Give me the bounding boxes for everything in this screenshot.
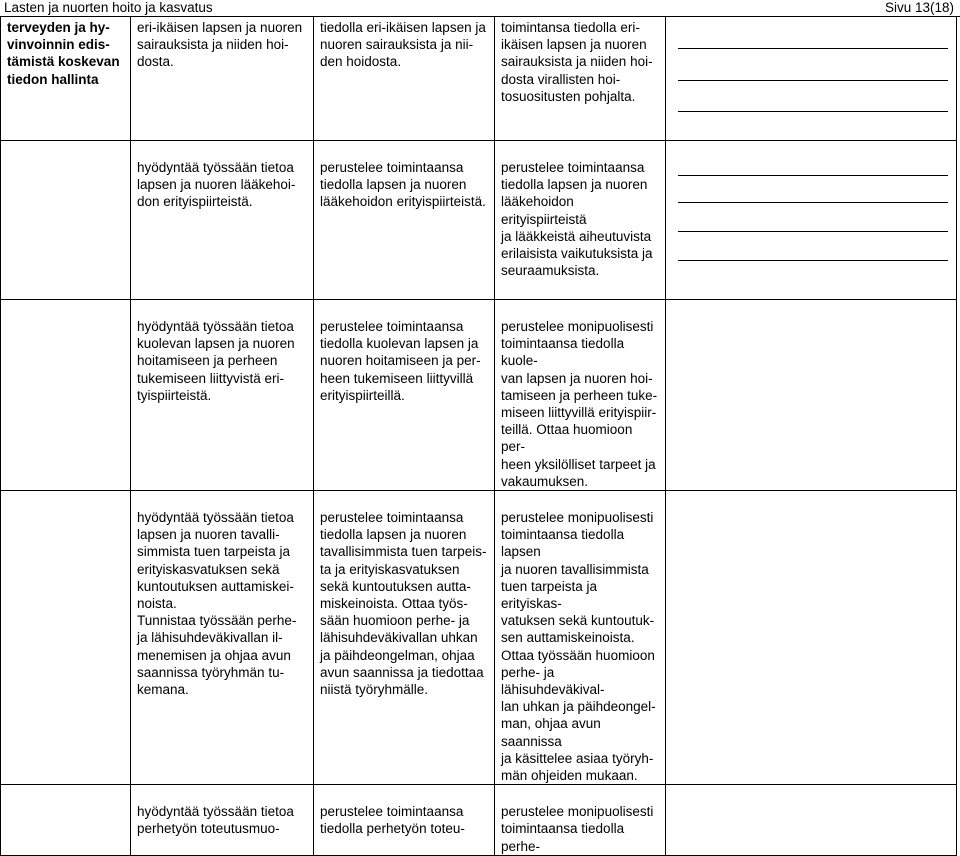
writing-line <box>678 48 948 49</box>
document-title: Lasten ja nuorten hoito ja kasvatus <box>4 0 213 15</box>
row-topic-cell <box>1 785 131 856</box>
writing-line <box>678 111 948 112</box>
level-1-text: eri-ikäisen lapsen ja nuoren sairauksista ja niiden hoi- dosta. <box>137 20 303 70</box>
row-topic-cell <box>1 17 131 141</box>
level-1-cell <box>131 491 314 785</box>
table-row <box>1 785 957 856</box>
level-2-cell <box>314 491 495 785</box>
level-3-text: perustelee monipuolisesti toimintaansa tiedolla lapsen ja nuoren tavallisimmista tuen tarpeista ja erityiskas- vatuksen sekä kuntoutuk- sen auttamiskeinoista. Ottaa työssään huomioon perhe- ja lähisuhdeväkival- lan uhkan ja päihdeongel- man, ohjaa avun saannissa ja käsittelee asiaa työryh- män ohjeiden mukaan. <box>501 510 656 784</box>
level-2-cell <box>314 300 495 491</box>
writing-line <box>678 175 948 176</box>
level-2-cell <box>314 785 495 856</box>
notes-cell <box>666 141 957 300</box>
assessment-table <box>0 16 957 856</box>
level-3-text: perustelee monipuolisesti toimintaansa tiedolla kuole- van lapsen ja nuoren hoi- tamiseen ja perheen tuke- miseen liittyvillä erityispiir- teillä. Ottaa huomioon per- heen yksilölliset tarpeet ja vakaumuksen. <box>501 319 658 489</box>
table-row <box>1 491 957 785</box>
notes-cell <box>666 300 957 491</box>
level-1-cell <box>131 300 314 491</box>
writing-line <box>678 80 948 81</box>
level-2-cell <box>314 17 495 141</box>
level-3-cell <box>495 17 666 141</box>
level-1-text: hyödyntää työssään tietoa lapsen ja nuoren lääkehoi- don erityispiirteistä. <box>137 160 296 210</box>
row-topic-cell <box>1 141 131 300</box>
level-2-text: perustelee toimintaansa tiedolla lapsen ja nuoren lääkehoidon erityispiirteistä. <box>320 160 486 210</box>
level-2-cell <box>314 141 495 300</box>
writing-line <box>678 260 948 261</box>
row-topic-cell <box>1 491 131 785</box>
level-3-text: perustelee toimintaansa tiedolla lapsen ja nuoren lääkehoidon erityispiirteistä ja lääkkeistä aiheutuvista erilaisista vaikutuksista ja seuraamuksista. <box>501 160 653 279</box>
level-2-text: perustelee toimintaansa tiedolla perhetyön toteu- <box>320 804 465 837</box>
level-2-text: perustelee toimintaansa tiedolla kuolevan lapsen ja nuoren hoitamiseen ja per- heen tukemiseen liittyvillä erityispiirteillä. <box>320 319 481 403</box>
row-topic-cell <box>1 300 131 491</box>
level-3-text: perustelee monipuolisesti toimintaansa tiedolla perhe- <box>501 804 654 854</box>
writing-line <box>678 202 948 203</box>
level-3-cell <box>495 491 666 785</box>
level-1-text: hyödyntää työssään tietoa perhetyön toteutusmuo- <box>137 804 294 837</box>
level-3-cell <box>495 785 666 856</box>
notes-cell <box>666 785 957 856</box>
level-3-cell <box>495 141 666 300</box>
table-row <box>1 141 957 300</box>
level-2-text: perustelee toimintaansa tiedolla lapsen ja nuoren tavallisimmista tuen tarpeis- ta ja erityiskasvatuksen sekä kuntoutuksen autta- miskeinoista. Ottaa työs- sään huomioon perhe- ja lähisuhdeväkivallan uhkan ja päihdeongelman, ohjaa avun saannissa ja tiedottaa niistä työryhmälle. <box>320 510 487 698</box>
level-1-text: hyödyntää työssään tietoa lapsen ja nuoren tavalli- simmista tuen tarpeista ja erityiskasvatuksen sekä kuntoutuksen auttamiskei- noista. Tunnistaa työssään perhe- ja lähisuhdeväkivallan il- menemisen ja ohjaa avun saannissa työryhmän tu- kemana. <box>137 510 297 698</box>
level-1-text: hyödyntää työssään tietoa kuolevan lapsen ja nuoren hoitamiseen ja perheen tukemiseen liittyvistä eri- tyispiirteistä. <box>137 319 295 403</box>
level-1-cell <box>131 141 314 300</box>
writing-line <box>678 231 948 232</box>
level-1-cell <box>131 785 314 856</box>
level-3-cell <box>495 300 666 491</box>
row-topic-text: terveyden ja hy- vinvoinnin edis- tämistä koskevan tiedon hallinta <box>7 20 120 87</box>
table-row <box>1 300 957 491</box>
level-2-text: tiedolla eri-ikäisen lapsen ja nuoren sairauksista ja nii- den hoidosta. <box>320 20 486 70</box>
level-1-cell <box>131 17 314 141</box>
page-header <box>0 0 960 17</box>
page-number: Sivu 13(18) <box>884 0 954 15</box>
notes-cell <box>666 491 957 785</box>
level-3-text: toimintansa tiedolla eri- ikäisen lapsen ja nuoren sairauksista ja niiden hoi- dosta virallisten hoi- tosuositusten pohjalta. <box>501 20 653 104</box>
table-row <box>1 17 957 141</box>
notes-cell <box>666 17 957 141</box>
